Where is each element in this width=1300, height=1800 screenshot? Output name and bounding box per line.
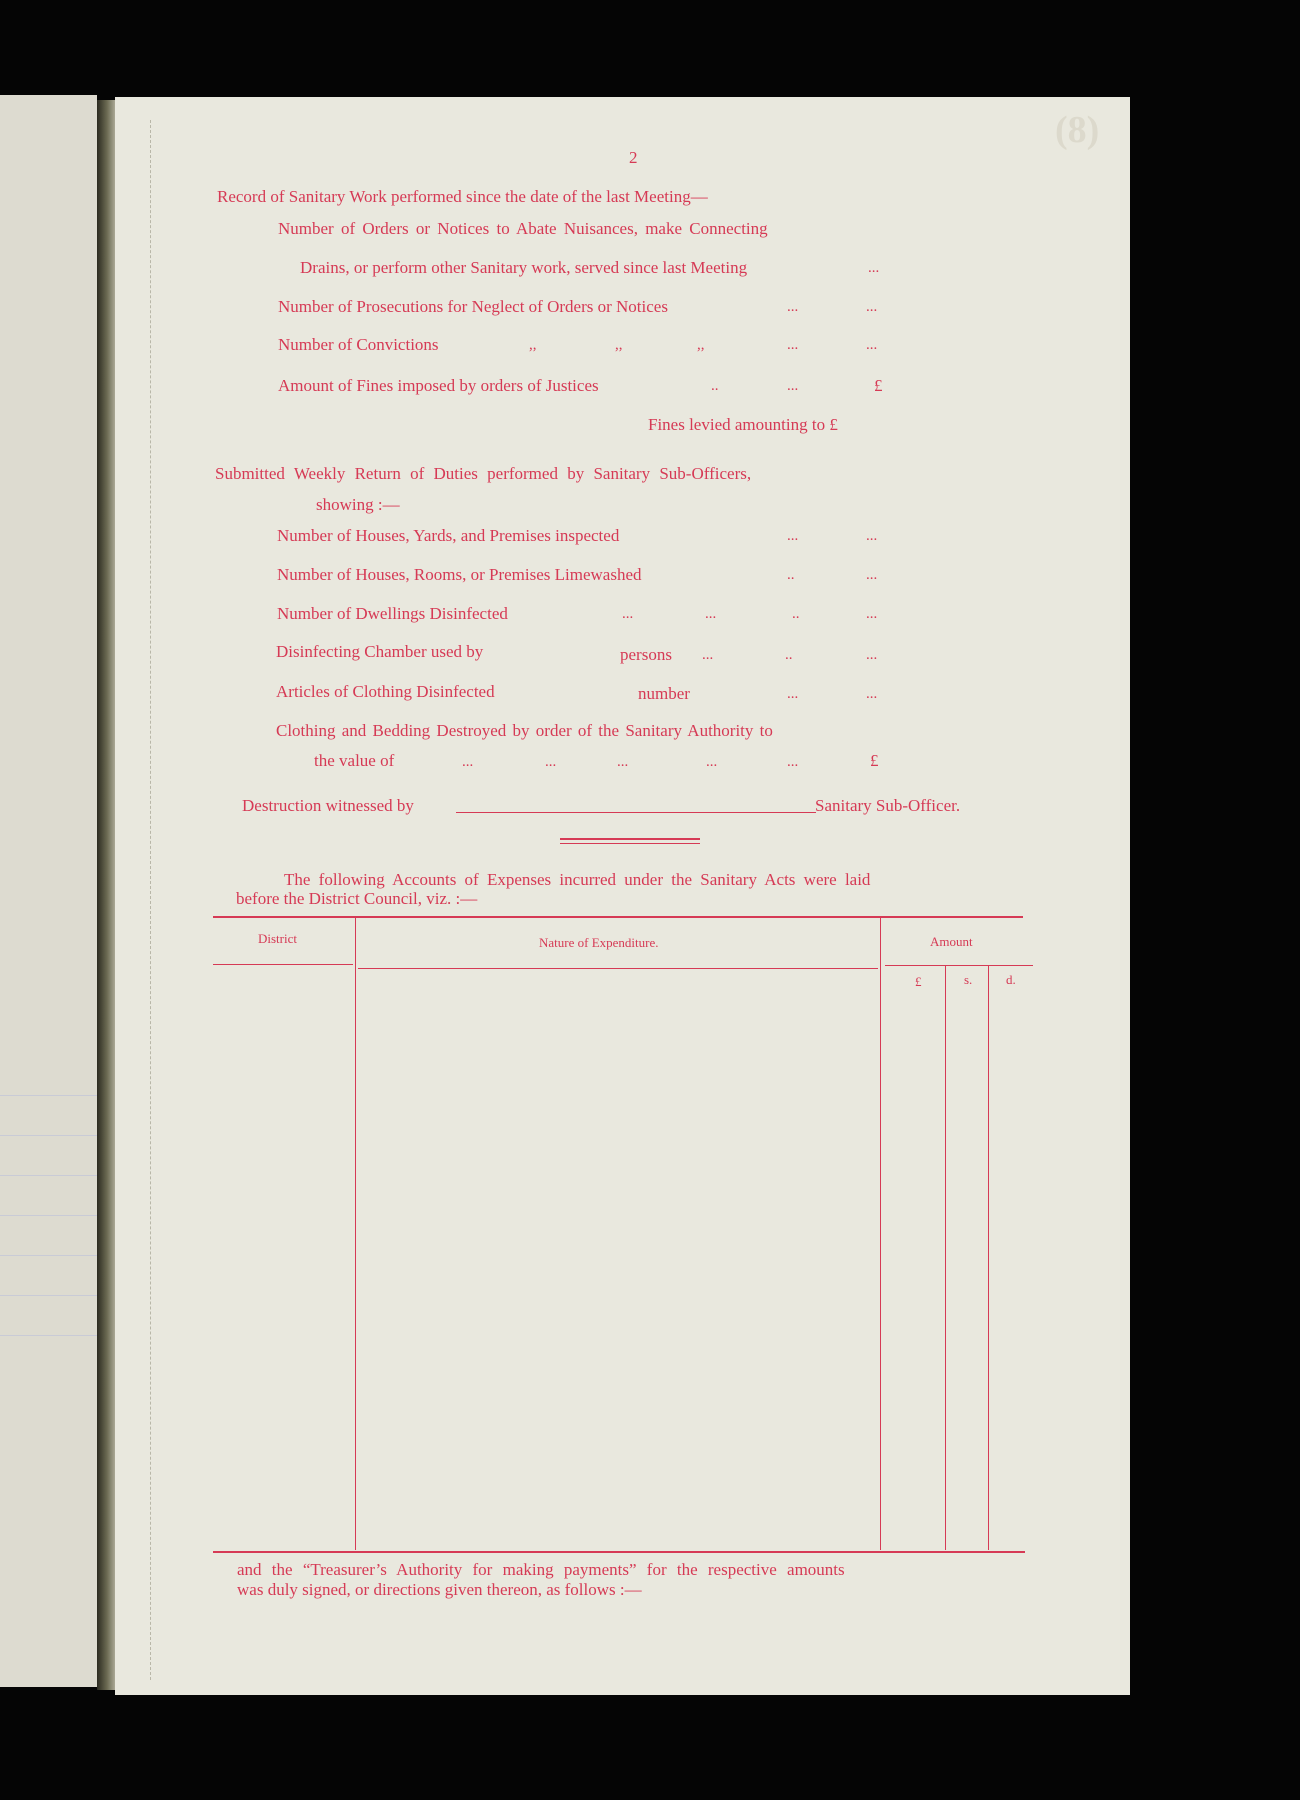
prosecutions-label: Number of Prosecutions for Neglect of Orders or Notices bbox=[278, 297, 668, 316]
leader-dots: ... bbox=[622, 606, 634, 622]
leader-dots: .. bbox=[711, 378, 719, 394]
separator-rule bbox=[560, 843, 700, 844]
witnessed-by-label: Destruction witnessed by bbox=[242, 796, 414, 815]
fines-levied-label: Fines levied amounting to £ bbox=[648, 415, 838, 434]
leader-dots: ... bbox=[702, 647, 714, 663]
separator-rule bbox=[560, 838, 700, 840]
leader-dots: ... bbox=[866, 567, 878, 583]
leader-dots: ... bbox=[545, 754, 557, 770]
clothing-disinfected-label: Articles of Clothing Disinfected bbox=[276, 682, 495, 701]
leader-dots: ... bbox=[787, 754, 799, 770]
leader-dots: ... bbox=[705, 606, 717, 622]
convictions-label: Number of Convictions bbox=[278, 335, 439, 354]
table-header-rule bbox=[885, 965, 1033, 966]
table-column-divider bbox=[355, 918, 356, 1550]
ruled-line bbox=[0, 1095, 97, 1096]
orders-line-2: Drains, or perform other Sanitary work, served since last Meeting bbox=[300, 258, 748, 277]
perforation-line bbox=[150, 120, 151, 1680]
leader-dots: ... bbox=[617, 754, 629, 770]
ditto-mark: ,, bbox=[529, 337, 537, 353]
ditto-mark: ,, bbox=[697, 337, 705, 353]
leader-dots: ... bbox=[866, 606, 878, 622]
table-bottom-rule bbox=[213, 1551, 1025, 1553]
leader-dots: ... bbox=[787, 378, 799, 394]
leader-dots: ... bbox=[868, 260, 880, 276]
footer-line-1: and the “Treasurer’s Authority for making payments” for the respective amounts bbox=[237, 1560, 845, 1579]
dwellings-disinfected-label: Number of Dwellings Disinfected bbox=[277, 604, 508, 623]
pound-sign: £ bbox=[874, 376, 883, 395]
table-column-divider bbox=[880, 918, 881, 1550]
persons-label: persons bbox=[620, 645, 672, 664]
leader-dots: ... bbox=[706, 754, 718, 770]
table-column-divider bbox=[988, 966, 989, 1550]
leader-dots: ... bbox=[787, 337, 799, 353]
chamber-label: Disinfecting Chamber used by bbox=[276, 642, 484, 661]
leader-dots: ... bbox=[787, 528, 799, 544]
leader-dots: ... bbox=[866, 337, 878, 353]
leader-dots: ... bbox=[462, 754, 474, 770]
table-header-rule bbox=[213, 964, 353, 965]
column-header-shillings: s. bbox=[964, 972, 973, 987]
bedding-line-2: the value of bbox=[314, 751, 395, 770]
leader-dots: ... bbox=[787, 299, 799, 315]
number-label: number bbox=[638, 684, 690, 703]
limewashed-label: Number of Houses, Rooms, or Premises Limewashed bbox=[277, 565, 642, 584]
ruled-line bbox=[0, 1175, 97, 1176]
footer-line-2: was duly signed, or directions given thereon, as follows :— bbox=[237, 1580, 642, 1599]
sub-officer-label: Sanitary Sub-Officer. bbox=[815, 796, 961, 815]
signature-line bbox=[456, 812, 816, 813]
accounts-intro-line-2: before the District Council, viz. :— bbox=[236, 889, 478, 908]
column-header-district: District bbox=[258, 931, 297, 946]
column-header-pence: d. bbox=[1006, 972, 1016, 987]
table-top-rule bbox=[213, 916, 1023, 918]
faint-page-mark: (8) bbox=[1055, 109, 1100, 151]
ditto-mark: ,, bbox=[615, 337, 623, 353]
orders-line-1: Number of Orders or Notices to Abate Nuisances, make Connecting bbox=[278, 219, 768, 238]
left-facing-page bbox=[0, 95, 97, 1687]
leader-dots: ... bbox=[787, 686, 799, 702]
weekly-return-heading: Submitted Weekly Return of Duties performed by Sanitary Sub-Officers, bbox=[215, 464, 752, 483]
pound-sign: £ bbox=[870, 751, 879, 770]
bedding-line-1: Clothing and Bedding Destroyed by order of the Sanitary Authority to bbox=[276, 721, 773, 740]
leader-dots: ... bbox=[866, 299, 878, 315]
accounts-intro-line-1: The following Accounts of Expenses incurred under the Sanitary Acts were laid bbox=[284, 870, 871, 889]
houses-inspected-label: Number of Houses, Yards, and Premises inspected bbox=[277, 526, 620, 545]
table-header-rule bbox=[358, 968, 878, 969]
ruled-line bbox=[0, 1135, 97, 1136]
leader-dots: .. bbox=[785, 647, 793, 663]
record-heading: Record of Sanitary Work performed since the date of the last Meeting— bbox=[217, 187, 708, 206]
ruled-line bbox=[0, 1335, 97, 1336]
ruled-line bbox=[0, 1215, 97, 1216]
leader-dots: ... bbox=[866, 528, 878, 544]
page-number: 2 bbox=[629, 148, 638, 167]
leader-dots: ... bbox=[866, 647, 878, 663]
showing-label: showing :— bbox=[316, 495, 400, 514]
leader-dots: ... bbox=[866, 686, 878, 702]
ruled-line bbox=[0, 1295, 97, 1296]
ruled-line bbox=[0, 1255, 97, 1256]
column-header-nature: Nature of Expenditure. bbox=[539, 935, 659, 950]
leader-dots: .. bbox=[787, 567, 795, 583]
column-header-amount: Amount bbox=[930, 934, 973, 949]
fines-imposed-label: Amount of Fines imposed by orders of Justices bbox=[278, 376, 599, 395]
table-column-divider bbox=[945, 966, 946, 1550]
column-header-pounds: £ bbox=[915, 974, 922, 989]
leader-dots: .. bbox=[792, 606, 800, 622]
